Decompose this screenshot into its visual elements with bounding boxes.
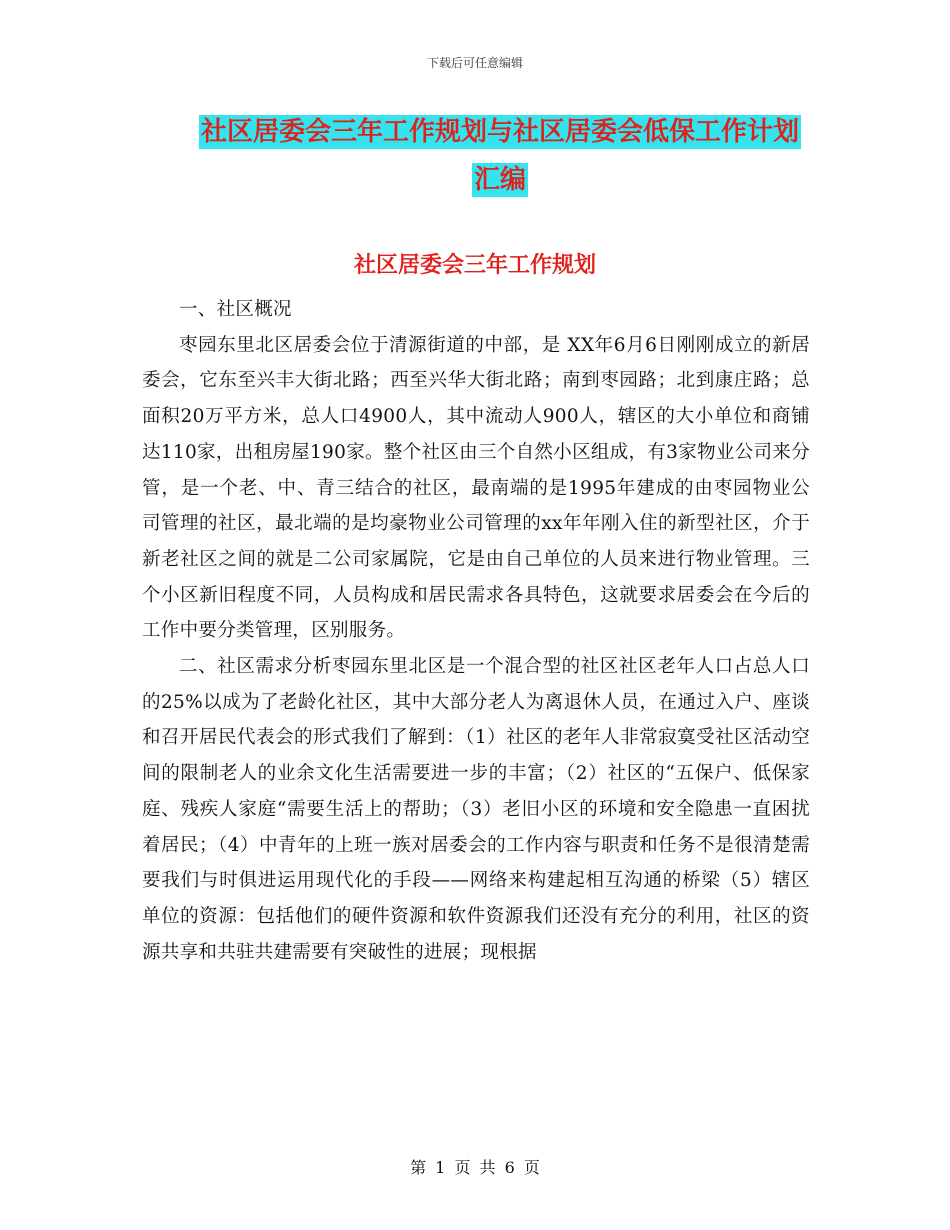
document-title-line1: 社区居委会三年工作规划与社区居委会低保工作计划	[200, 117, 799, 147]
paragraph-overview: 枣园东里北区居委会位于清源街道的中部，是 XX年6月6日刚刚成立的新居委会，它东至兴丰大街北路；西至兴华大街北路；南到枣园路；北到康庄路；总面积20万平方米，总人口4900人，其中流动人900人，辖区的大小单位和商铺达110家，出租房屋190家。整个社区由三个自然小区组成，有3家物业公司来分管，是一个老、中、青三结合的社区，最南端的是1995年建成的由枣园物业公司管理的社区，最北端的是均豪物业公司管理的xx年年刚入住的新型社区，介于新老社区之间的就是二公司家属院，它是由自己单位的人员来进行物业管理。三个小区新旧程度不同，人员构成和居民需求各具特色，这就要求居委会在今后的工作中要分类管理，区别服务。	[142, 334, 810, 642]
page-footer: 第 1 页 共 6 页	[410, 1158, 540, 1177]
paragraph-heading-overview: 一、社区概况	[179, 299, 292, 320]
header-note: 下载后可任意编辑	[426, 56, 523, 70]
body-text	[142, 292, 810, 970]
paragraph-needs-analysis: 二、社区需求分析枣园东里北区是一个混合型的社区社区老年人口占总人口的25%以成为了老龄化社区，其中大部分老人为离退休人员，在通过入户、座谈和召开居民代表会的形式我们了解到：（1）社区的老年人非常寂寞受社区活动空间的限制老人的业余文化生活需要进一步的丰富；（2）社区的“五保户、低保家庭、残疾人家庭“需要生活上的帮助；（3）老旧小区的环境和安全隐患一直困扰着居民；（4）中青年的上班一族对居委会的工作内容与职责和任务不是很清楚需要我们与时俱进运用现代化的手段——网络来构建起相互沟通的桥梁（5）辖区单位的资源：包括他们的硬件资源和软件资源我们还没有充分的利用，社区的资源共享和共驻共建需要有突破性的进展；现根据	[142, 656, 810, 963]
document-title-line2: 汇编	[473, 165, 526, 195]
document-title	[120, 108, 880, 204]
section-title: 社区居委会三年工作规划	[353, 253, 596, 278]
